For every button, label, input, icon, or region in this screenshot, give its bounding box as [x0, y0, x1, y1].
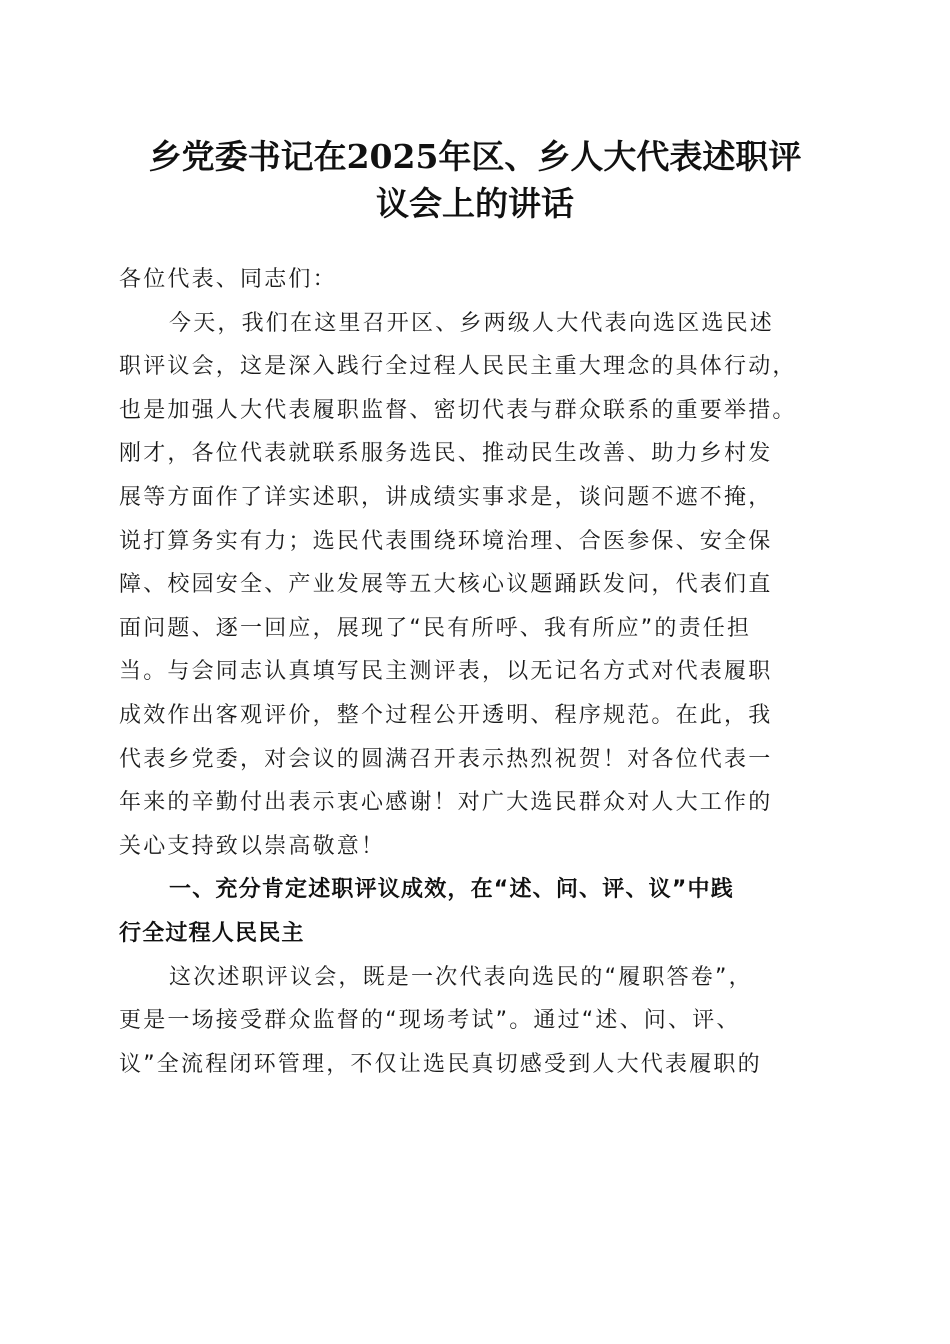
- document-body: [119, 258, 839, 1086]
- paragraph-line: 当。与会同志认真填写民主测评表，以无记名方式对代表履职: [119, 659, 773, 685]
- paragraph-line: 刚才，各位代表就联系服务选民、推动民生改善、助力乡村发: [119, 441, 773, 467]
- paragraph-line: 职评议会，这是深入践行全过程人民民主重大理念的具体行动，: [119, 354, 797, 380]
- paragraph-line: 障、校园安全、产业发展等五大核心议题踊跃发问，代表们直: [119, 572, 773, 598]
- paragraph-line: 更是一场接受群众监督的“现场考试”。通过“述、问、评、: [119, 1008, 741, 1034]
- heading-line: 一、充分肯定述职评议成效，在“述、问、评、议”中践: [169, 877, 734, 903]
- salutation: 各位代表、同志们：: [119, 267, 337, 292]
- document-title: [110, 133, 840, 227]
- title-line-2: 议会上的讲话: [376, 184, 574, 223]
- paragraph-line: 面问题、逐一回应，展现了“民有所呼、我有所应”的责任担: [119, 615, 752, 641]
- paragraph-line: 议”全流程闭环管理，不仅让选民真切感受到人大代表履职的: [119, 1051, 762, 1077]
- paragraph-line: 展等方面作了详实述职，讲成绩实事求是，谈问题不遮不掩，: [119, 484, 773, 510]
- paragraph-line: 也是加强人大代表履职监督、密切代表与群众联系的重要举措。: [119, 397, 797, 423]
- paragraph-line: 这次述职评议会，既是一次代表向选民的“履职答卷”，: [169, 964, 753, 990]
- paragraph-line: 年来的辛勤付出表示衷心感谢！对广大选民群众对人大工作的: [119, 790, 773, 816]
- paragraph-2: [119, 956, 839, 1087]
- paragraph-line: 说打算务实有力；选民代表围绕环境治理、合医参保、安全保: [119, 528, 773, 554]
- paragraph-line: 今天，我们在这里召开区、乡两级人大代表向选区选民述: [169, 310, 775, 336]
- section-heading-1: [119, 868, 839, 955]
- heading-line: 行全过程人民民主: [119, 920, 305, 946]
- paragraph-line: 代表乡党委，对会议的圆满召开表示热烈祝贺！对各位代表一: [119, 746, 773, 772]
- paragraph-1: [119, 302, 839, 869]
- paragraph-line: 关心支持致以崇高敬意！: [119, 833, 386, 859]
- title-line-1: 乡党委书记在2025年区、乡人大代表述职评: [148, 137, 802, 176]
- paragraph-line: 成效作出客观评价，整个过程公开透明、程序规范。在此，我: [119, 702, 773, 728]
